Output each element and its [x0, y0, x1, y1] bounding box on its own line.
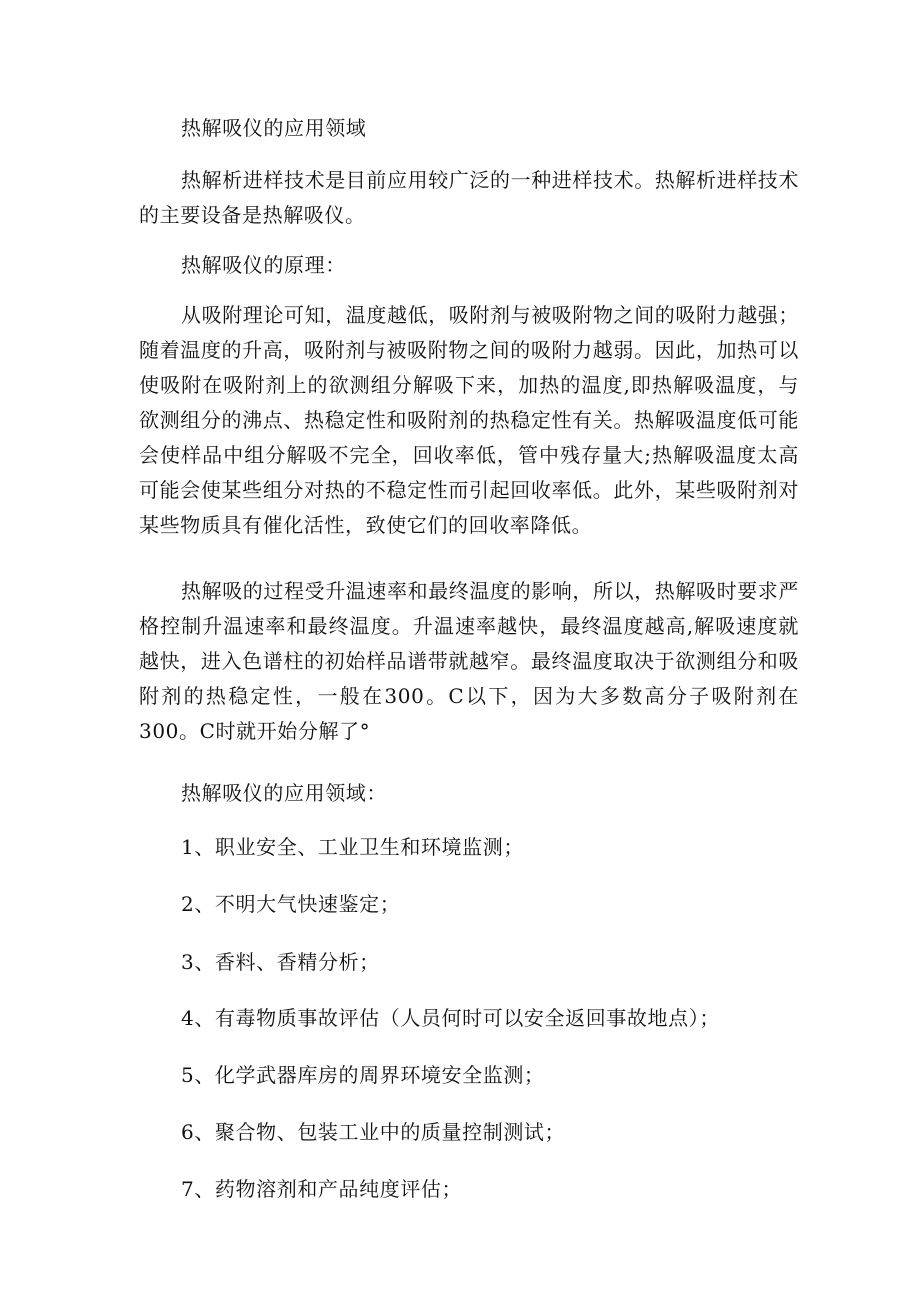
- principle-paragraph-2: 热解吸的过程受升温速率和最终温度的影响，所以，热解吸时要求严格控制升温速率和最终温度。升温速率越快，最终温度越高,解吸速度就越快，进入色谱柱的初始样品谱带就越窄。最终温度取决于欲测组分和吸附剂的热稳定性，一般在300。C以下，因为大多数高分子吸附剂在300。C时就开始分解了°: [139, 579, 799, 743]
- application-item: 1、职业安全、工业卫生和环境监测；: [181, 835, 524, 859]
- application-item: 4、有毒物质事故评估（人员何时可以安全返回事故地点）；: [181, 1006, 720, 1030]
- application-item: 2、不明大气快速鉴定；: [181, 892, 401, 916]
- application-item: 3、香料、香精分析；: [181, 950, 380, 974]
- application-item: 6、聚合物、包装工业中的质量控制测试；: [181, 1120, 566, 1144]
- principle-heading: 热解吸仪的原理：: [181, 253, 346, 277]
- application-item: 7、药物溶剂和产品纯度评估；: [181, 1177, 463, 1201]
- application-item: 5、化学武器库房的周界环境安全监测；: [181, 1063, 545, 1087]
- principle-paragraph-1: 从吸附理论可知，温度越低，吸附剂与被吸附物之间的吸附力越强；随着温度的升高，吸附剂与被吸附物之间的吸附力越弱。因此，加热可以使吸附在吸附剂上的欲测组分解吸下来，加热的温度,即热解吸温度，与欲测组分的沸点、热稳定性和吸附剂的热稳定性有关。热解吸温度低可能会使样品中组分解吸不完全，回收率低，管中残存量大;热解吸温度太高可能会使某些组分对热的不稳定性而引起回收率低。此外，某些吸附剂对某些物质具有催化活性，致使它们的回收率降低。: [139, 303, 799, 537]
- intro-paragraph: 热解析进样技术是目前应用较广泛的一种进样技术。热解析进样技术的主要设备是热解吸仪。: [139, 168, 799, 227]
- document-title: 热解吸仪的应用领域: [181, 116, 367, 140]
- applications-heading: 热解吸仪的应用领域：: [181, 781, 387, 805]
